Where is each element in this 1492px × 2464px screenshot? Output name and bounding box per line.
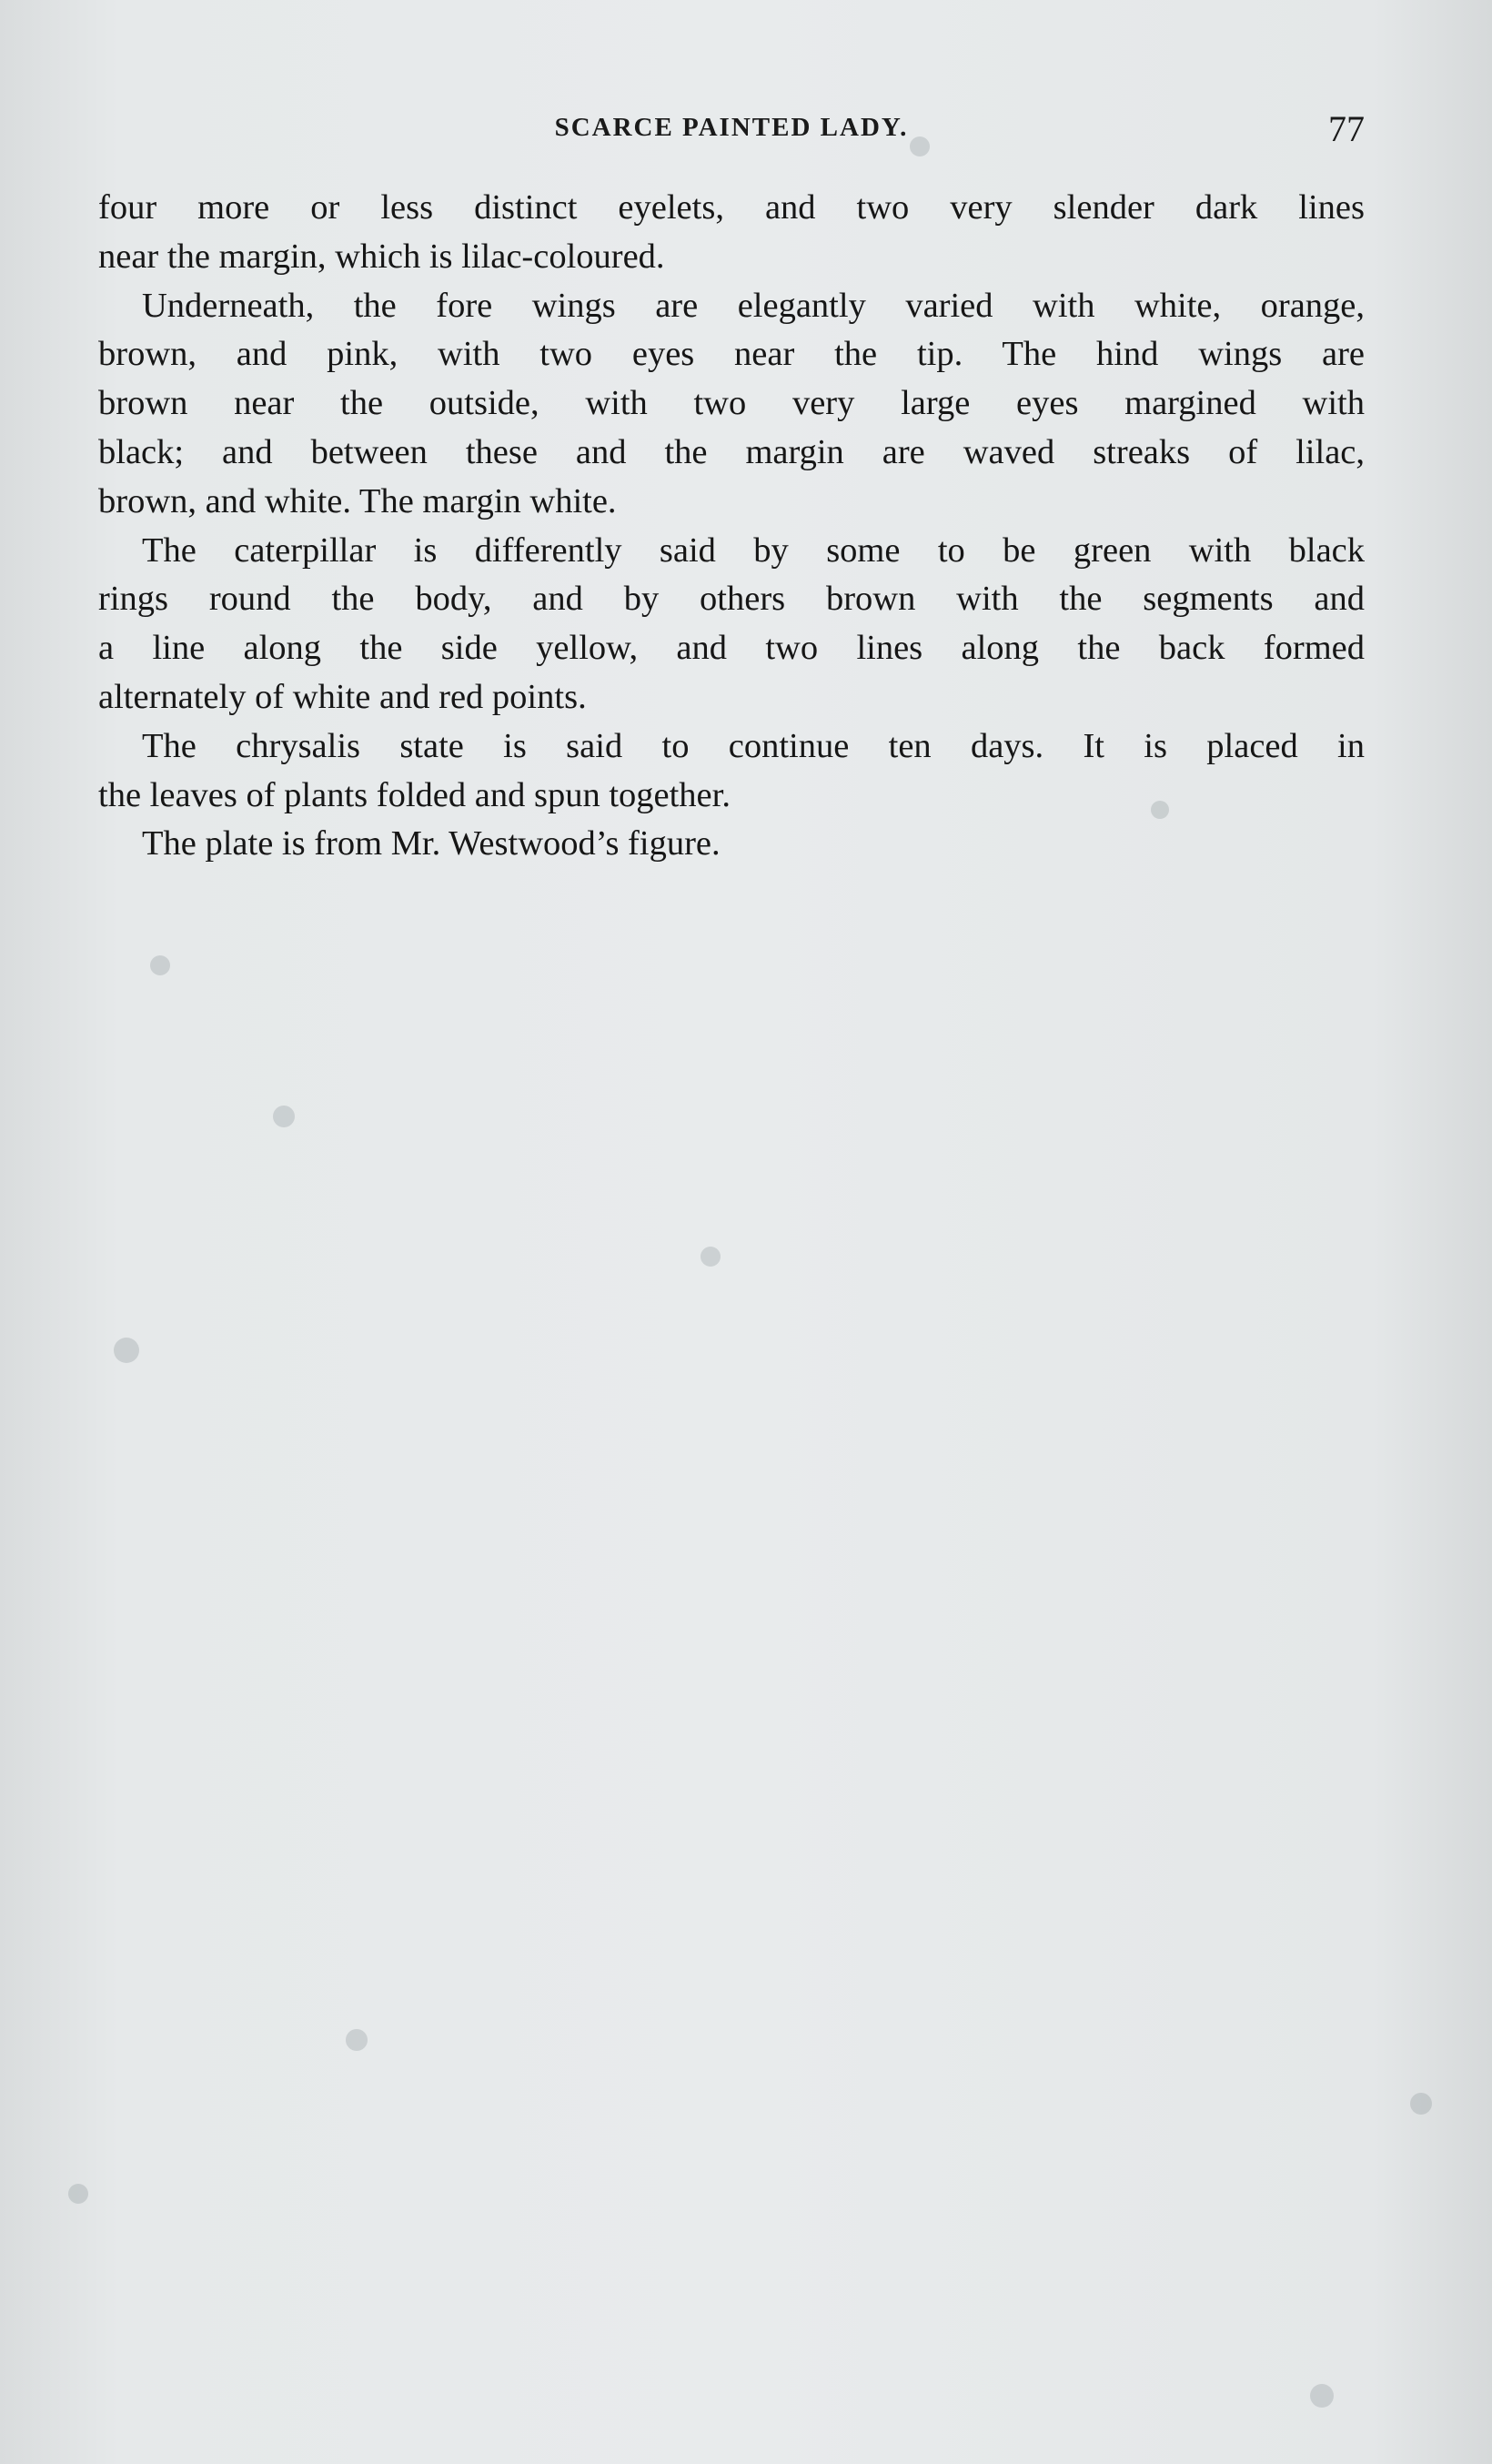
text-line: brown near the outside, with two very large eyes margined with [98, 384, 1365, 423]
paper-spot [1310, 2384, 1334, 2408]
text-line: brown, and pink, with two eyes near the tip. The hind wings are [98, 335, 1365, 374]
text-line: alternately of white and red points. [98, 677, 587, 716]
text-line: near the margin, which is lilac-coloured. [98, 237, 665, 276]
paper-spot [114, 1338, 139, 1363]
page-number: 77 [1328, 108, 1365, 149]
text-line: black; and between these and the margin are waved streaks of lilac, [98, 432, 1365, 471]
body-text [98, 184, 1365, 869]
paper-spot [68, 2184, 88, 2204]
text-line: brown, and white. The margin white. [98, 481, 617, 520]
paper-spot [273, 1106, 295, 1127]
text-line: rings round the body, and by others brown with the segments and [98, 580, 1365, 619]
text-line: four more or less distinct eyelets, and two very slender dark lines [98, 188, 1365, 227]
paper-spot [701, 1247, 721, 1267]
paper-spot [150, 955, 170, 975]
paper-spot [1410, 2093, 1432, 2115]
text-line: the leaves of plants folded and spun together. [98, 775, 731, 814]
paragraph-4 [98, 722, 1365, 821]
text-line: The plate is from Mr. Westwood’s figure. [142, 824, 721, 863]
paragraph-1 [98, 184, 1365, 282]
paragraph-2 [98, 282, 1365, 527]
text-line: Underneath, the fore wings are elegantly varied with white, orange, [142, 286, 1365, 325]
text-line: The caterpillar is differently said by some to be green with black [142, 530, 1365, 570]
running-head [98, 107, 1365, 162]
text-line: The chrysalis state is said to continue ten days. It is placed in [142, 726, 1365, 765]
paragraph-3 [98, 527, 1365, 722]
paper-spot [346, 2029, 368, 2051]
paragraph-5 [98, 820, 1365, 869]
text-line: a line along the side yellow, and two lines along the back formed [98, 629, 1365, 668]
running-title: SCARCE PAINTED LADY. [554, 113, 909, 142]
